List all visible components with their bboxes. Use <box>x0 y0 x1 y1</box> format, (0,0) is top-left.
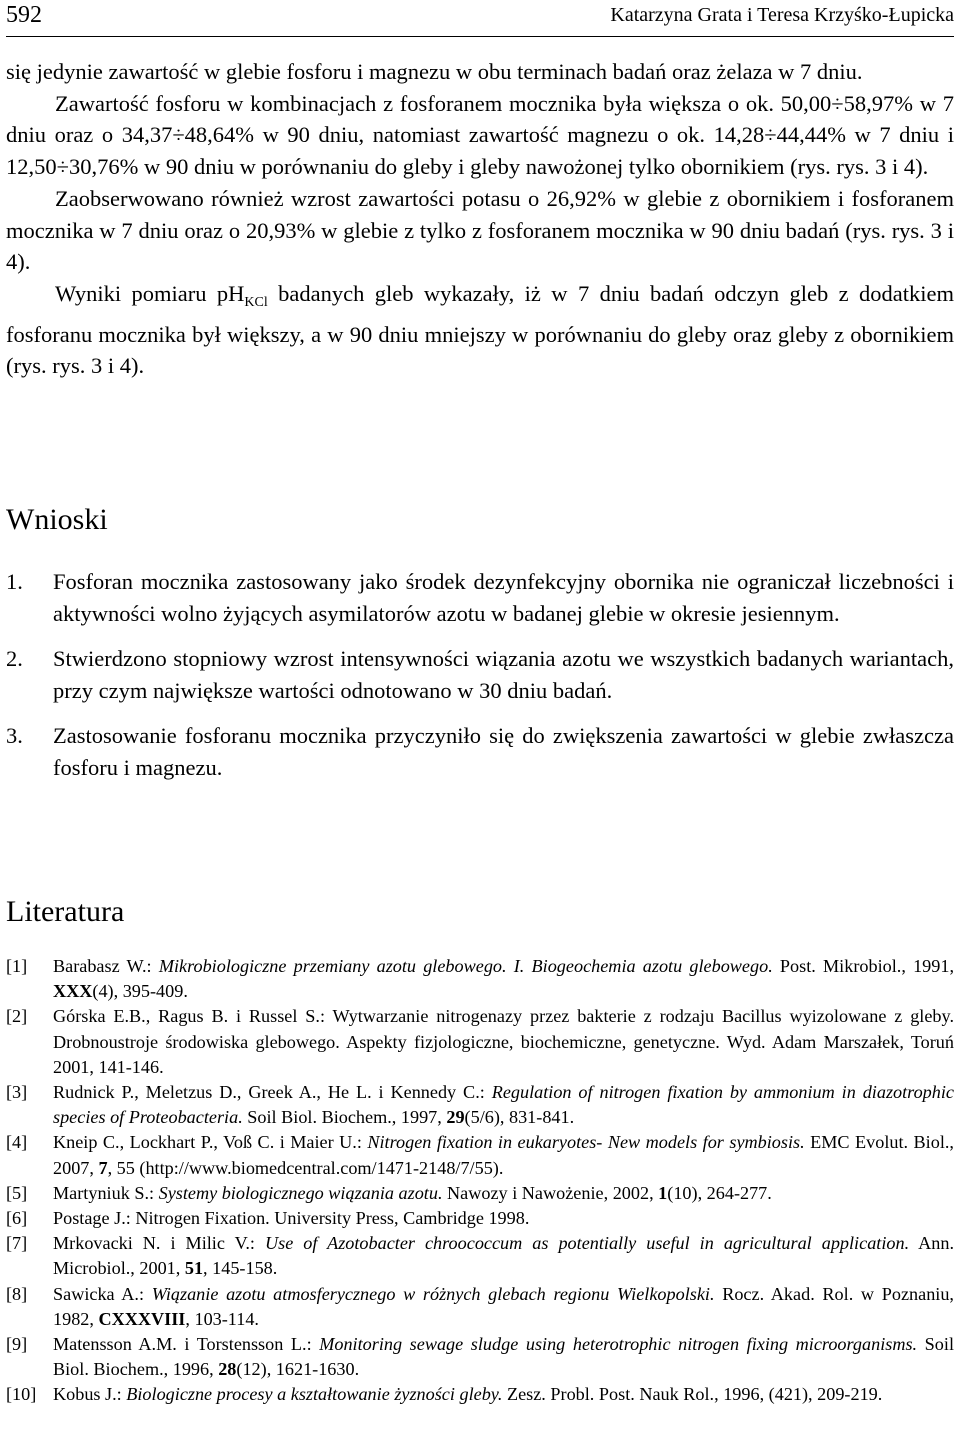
ref-source: Soil Biol. Biochem., 1996, <box>53 1334 954 1380</box>
conclusions-heading: Wnioski <box>6 503 108 536</box>
reference-text <box>53 1231 954 1281</box>
ref-pages: , 103-114. <box>185 1308 259 1329</box>
literature-heading: Literatura <box>6 895 125 928</box>
paragraph-4 <box>6 278 954 382</box>
ref-volume: 1 <box>658 1182 668 1203</box>
ref-authors: Kneip C., Lockhart P., Voß C. i Maier U.: <box>53 1132 368 1153</box>
running-head: Katarzyna Grata i Teresa Krzyśko-Łupicka <box>610 4 954 26</box>
ref-title: Use of Azotobacter chroococcum as potentially useful in agricultural application. <box>265 1233 910 1254</box>
conclusion-text: Zastosowanie fosforanu mocznika przyczyniło się do zwiększenia zawartości w glebie zwłaszcza fosforu i magnezu. <box>53 723 954 780</box>
ref-authors: Sawicka A.: <box>53 1283 152 1304</box>
paragraph-1: się jedynie zawartość w glebie fosforu i magnezu w obu terminach badań oraz żelaza w 7 dniu. <box>6 59 863 84</box>
reference-item <box>6 1130 954 1180</box>
reference-number: [5] <box>6 1182 28 1203</box>
reference-number: [7] <box>6 1233 28 1254</box>
reference-item <box>6 1282 954 1332</box>
reference-number: [1] <box>6 956 28 976</box>
ref-pages: , 55 (http://www.biomedcentral.com/1471-2148/7/55). <box>107 1157 504 1178</box>
ref-authors: Postage J.: Nitrogen Fixation. University Press, Cambridge 1998. <box>53 1208 530 1229</box>
conclusion-number: 1. <box>6 569 23 594</box>
ref-title: Biologiczne procesy a kształtowanie żyzności gleby. <box>126 1384 503 1405</box>
reference-text <box>53 1206 954 1231</box>
ref-authors: Rudnick P., Meletzus D., Greek A., He L. i Kennedy C.: <box>53 1082 492 1103</box>
reference-number: [9] <box>6 1334 28 1355</box>
reference-item <box>6 1206 954 1231</box>
reference-number: [8] <box>6 1283 28 1304</box>
conclusion-text: Fosforan mocznika zastosowany jako środek dezynfekcyjny obornika nie ograniczał liczebności i aktywności wolno żyjących asymilatorów azotu w badanej glebie w okresie jesiennym. <box>53 569 954 626</box>
conclusion-item <box>6 643 954 706</box>
ref-source: Soil Biol. Biochem., 1997, <box>242 1107 447 1128</box>
ref-authors: Matensson A.M. i Torstensson L.: <box>53 1334 320 1355</box>
ref-source: Post. Mikrobiol., 1991, <box>772 956 954 976</box>
ref-pages: (10), 264-277. <box>667 1182 772 1203</box>
paragraph-4-rest: badanych gleb wykazały, iż w 7 dniu badań odczyn gleb z dodatkiem fosforanu mocznika był większy, a w 90 dniu mniejszy w porównaniu do gleby oraz gleby z obornikiem (rys. rys. 3 i 4). <box>6 280 954 379</box>
ref-pages: (5/6), 831-841. <box>464 1107 575 1128</box>
ref-volume: 51 <box>184 1258 204 1279</box>
ref-authors: Barabasz W.: <box>53 956 159 976</box>
reference-number: [6] <box>6 1208 28 1229</box>
ref-source: Rocz. Akad. Rol. w Poznaniu, 1982, <box>53 1283 954 1329</box>
conclusion-text: Stwierdzono stopniowy wzrost intensywności wiązania azotu we wszystkich badanych wariantach, przy czym największe wartości odnotowano w 30 dniu badań. <box>53 646 954 703</box>
ref-authors: Mrkovacki N. i Milic V.: <box>53 1233 265 1254</box>
reference-number: [4] <box>6 1132 28 1153</box>
reference-item <box>6 1382 954 1407</box>
ref-authors: Górska E.B., Ragus B. i Russel S.: Wytwarzanie nitrogenazy przez bakterie z rodzaju Bacillus wyizolowane z gleby. Drobnoustroje środowiska glebowego. Aspekty fizjologiczne, biochemiczne, genetyczne. Wyd. Adam Marszałek, Toruń 2001, 141-146. <box>53 1006 954 1077</box>
reference-text <box>53 1080 954 1130</box>
reference-text <box>53 1382 954 1407</box>
reference-item <box>6 1004 954 1080</box>
paragraph-3: Zaobserwowano również wzrost zawartości potasu o 26,92% w glebie z obornikiem i fosforanem mocznika w 7 dniu oraz o 20,93% w glebie z tylko z fosforanem mocznika w 90 dniu badań (rys. rys. 3 i 4). <box>6 185 954 275</box>
paragraph-4-start: Wyniki pomiaru pH <box>55 280 245 306</box>
ref-title: Wiązanie azotu atmosferycznego w różnych glebach regionu Wielkopolski. <box>151 1283 715 1304</box>
reference-text <box>53 1181 954 1206</box>
ref-authors: Martyniuk S.: <box>53 1182 159 1203</box>
reference-item <box>6 1080 954 1130</box>
ref-source: Nawozy i Nawożenie, 2002, <box>442 1182 659 1203</box>
paragraph-4-subscript: KCl <box>244 294 268 310</box>
ref-volume: 28 <box>218 1359 237 1380</box>
ref-volume: XXX <box>53 981 93 1002</box>
conclusion-item <box>6 720 954 783</box>
ref-pages: (12), 1621-1630. <box>236 1359 360 1380</box>
ref-title: Regulation of nitrogen fixation by ammonium in diazotrophic species of Proteobacteria. <box>53 1082 954 1128</box>
ref-authors: Kobus J.: <box>53 1384 127 1405</box>
ref-pages: , 145-158. <box>203 1258 278 1279</box>
ref-title: Nitrogen fixation in eukaryotes- New models for symbiosis. <box>367 1132 805 1153</box>
page-header <box>6 0 954 37</box>
paragraph-2: Zawartość fosforu w kombinacjach z fosforanem mocznika była większa o ok. 50,00÷58,97% w 7 dniu oraz o 34,37÷48,64% w 90 dniu, natomiast zawartość magnezu o ok. 14,28÷44,44% w 7 dniu i 12,50÷30,76% w 90 dniu w porównaniu do gleby i gleby nawożonej tylko obornikiem (rys. rys. 3 i 4). <box>6 90 954 180</box>
ref-pages: (4), 395-409. <box>92 981 188 1002</box>
reference-list <box>6 954 954 1408</box>
ref-volume: 7 <box>98 1157 108 1178</box>
ref-title: Monitoring sewage sludge using heterotrophic nitrogen fixing microorganisms. <box>319 1334 918 1355</box>
reference-text <box>53 954 954 1004</box>
ref-source: Zesz. Probl. Post. Nauk Rol., 1996, (421), 209-219. <box>502 1384 883 1405</box>
reference-item <box>6 1181 954 1206</box>
conclusion-number: 3. <box>6 723 23 748</box>
reference-text <box>53 1282 954 1332</box>
conclusions-list <box>6 566 954 783</box>
page-number: 592 <box>6 2 42 28</box>
reference-number: [10] <box>6 1384 37 1405</box>
ref-title: Systemy biologicznego wiązania azotu. <box>158 1182 443 1203</box>
ref-volume: CXXXVIII <box>98 1308 186 1329</box>
reference-text <box>53 1004 954 1080</box>
conclusion-number: 2. <box>6 646 23 671</box>
reference-text <box>53 1332 954 1382</box>
reference-item <box>6 954 954 1004</box>
body-text <box>6 56 954 382</box>
reference-text <box>53 1130 954 1180</box>
reference-item <box>6 1332 954 1382</box>
reference-number: [2] <box>6 1006 28 1027</box>
ref-source: EMC Evolut. Biol., 2007, <box>53 1132 954 1178</box>
reference-item <box>6 1231 954 1281</box>
ref-title: Mikrobiologiczne przemiany azotu glebowego. I. Biogeochemia azotu glebowego. <box>158 956 773 976</box>
ref-volume: 29 <box>446 1107 465 1128</box>
conclusion-item <box>6 566 954 629</box>
reference-number: [3] <box>6 1082 28 1103</box>
ref-source: Ann. Microbiol., 2001, <box>53 1233 954 1279</box>
